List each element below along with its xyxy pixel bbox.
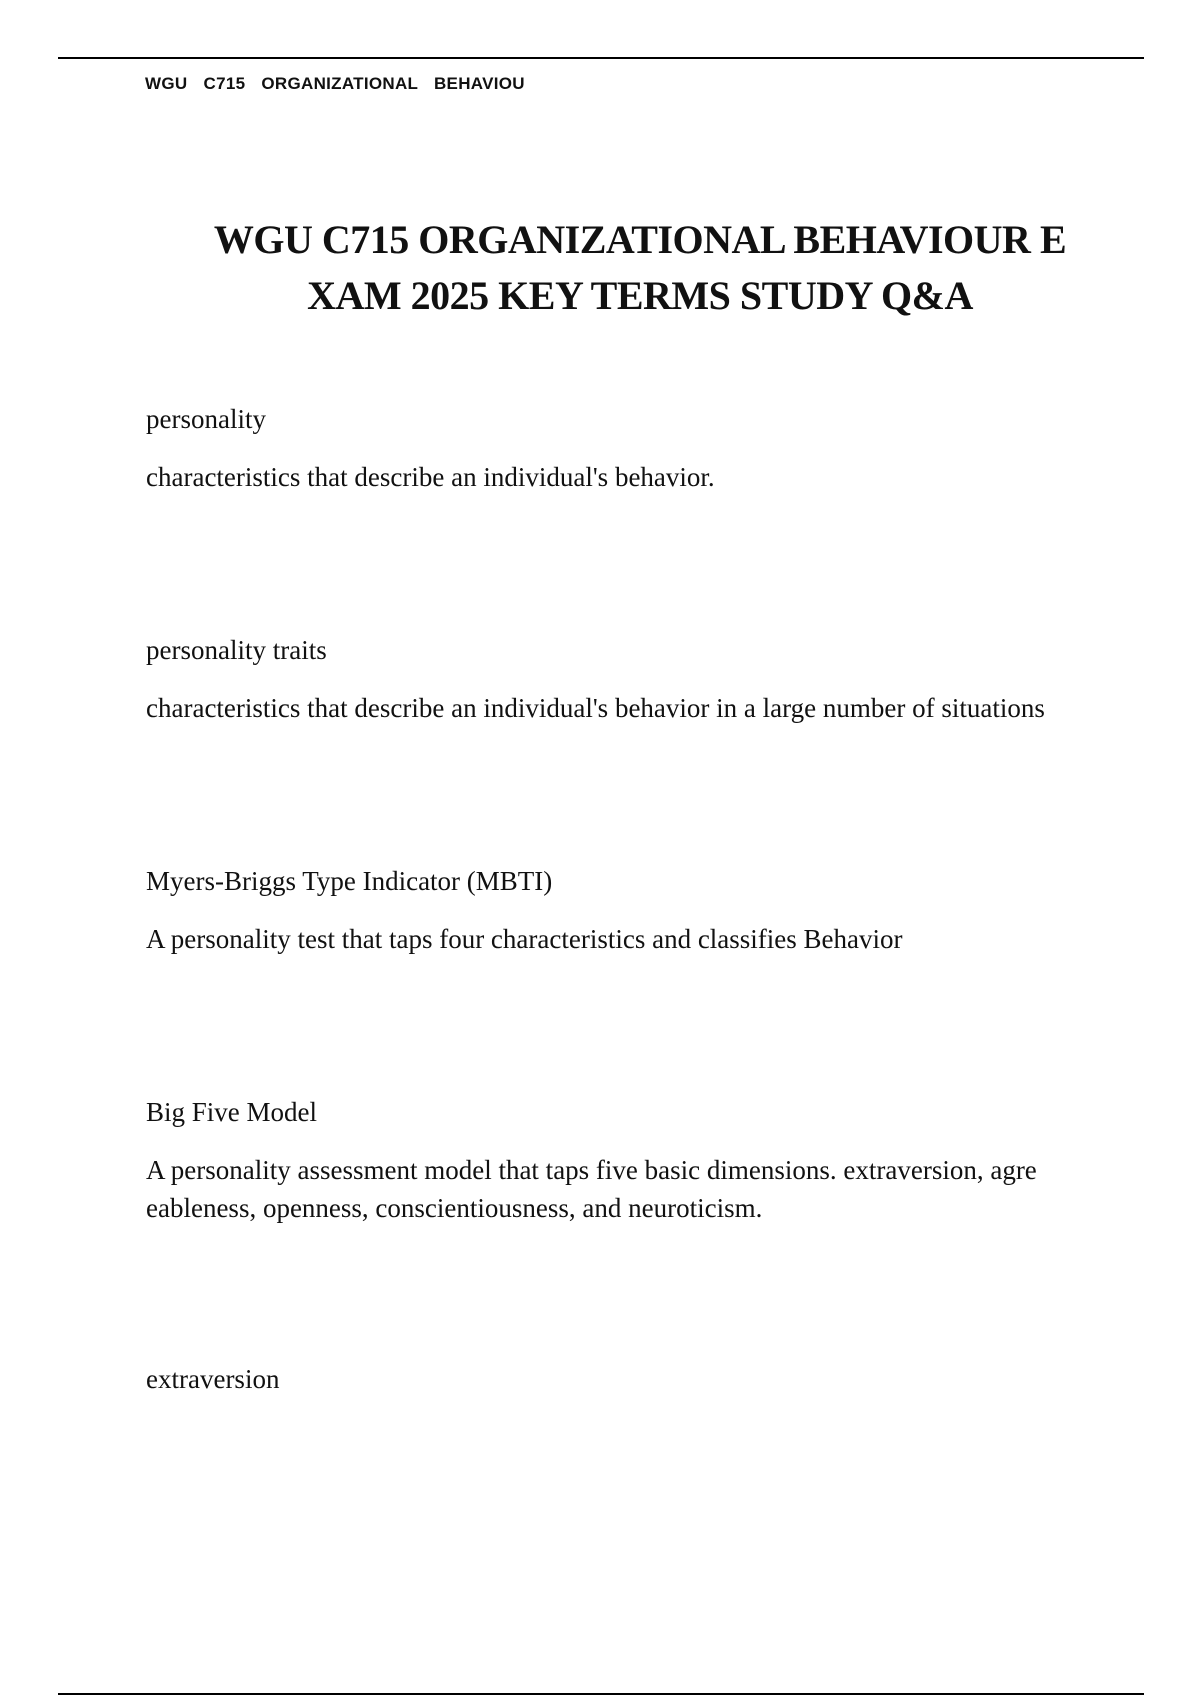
term-entry-extraversion bbox=[146, 1360, 1106, 1418]
document-title-line-1: WGU C715 ORGANIZATIONAL BEHAVIOUR E bbox=[213, 217, 1067, 262]
header-rule bbox=[58, 57, 1144, 59]
term-entry-personality-traits bbox=[146, 631, 1106, 727]
term-entry-big-five-model bbox=[146, 1093, 1106, 1227]
definition: characteristics that describe an individual's behavior. bbox=[146, 462, 715, 492]
term: personality bbox=[146, 404, 266, 434]
definition: characteristics that describe an individual's behavior in a large number of situations bbox=[146, 693, 1045, 723]
document-title bbox=[150, 212, 1130, 324]
term: personality traits bbox=[146, 635, 327, 665]
footer-rule bbox=[58, 1693, 1144, 1695]
term: extraversion bbox=[146, 1364, 280, 1394]
term-entry-personality bbox=[146, 400, 1106, 496]
definition: A personality test that taps four characteristics and classifies Behavior bbox=[146, 924, 903, 954]
term-entry-mbti bbox=[146, 862, 1106, 958]
term: Myers-Briggs Type Indicator (MBTI) bbox=[146, 866, 553, 896]
term: Big Five Model bbox=[146, 1097, 318, 1127]
definition: A personality assessment model that taps five basic dimensions. extraversion, agre eableness, openness, conscientiousness, and neuroticism. bbox=[146, 1155, 1037, 1223]
document-title-line-2: XAM 2025 KEY TERMS STUDY Q&A bbox=[307, 273, 973, 318]
running-header: WGU C715 ORGANIZATIONAL BEHAVIOU bbox=[145, 74, 525, 93]
